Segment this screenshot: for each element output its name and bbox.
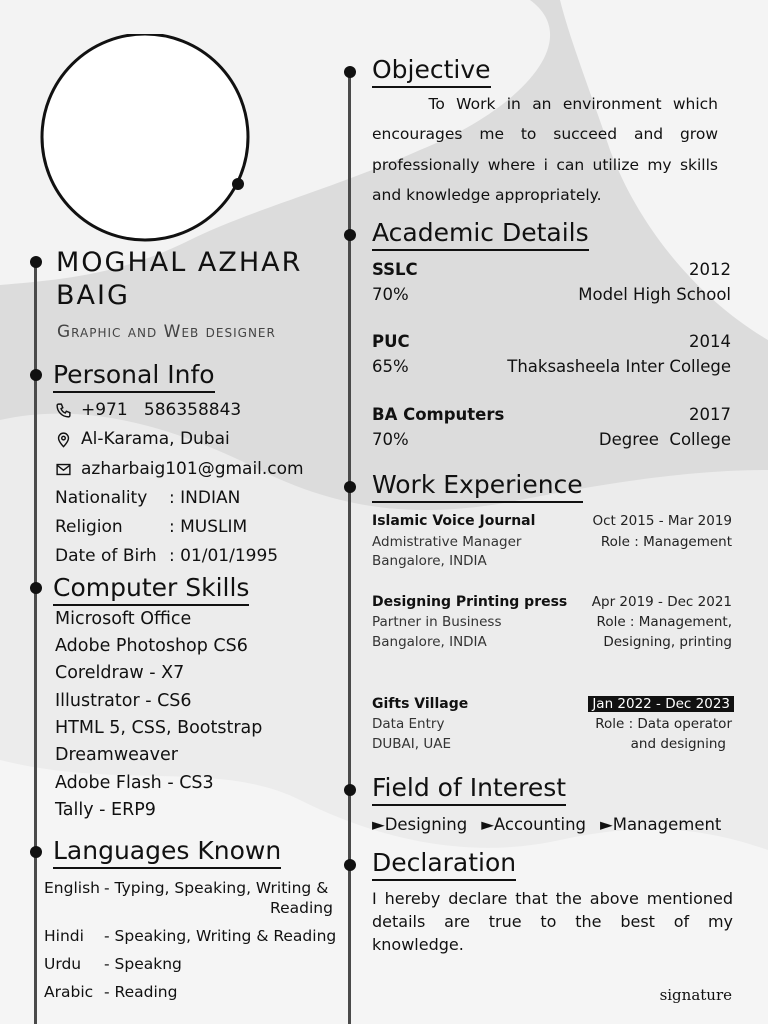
academic-year: 2014 (689, 332, 731, 351)
work-dates: Apr 2019 - Dec 2021 (591, 594, 732, 610)
academic-title: Academic Details (372, 218, 589, 251)
academic-institution: Thaksasheela Inter College (507, 357, 731, 376)
work-role: Designing, printing (603, 634, 732, 650)
academic-degree: SSLC (372, 260, 418, 279)
nationality-row (55, 488, 240, 508)
work-dates: Jan 2022 - Dec 2023 (588, 696, 734, 712)
phone-row (55, 400, 241, 420)
language-detail: - Speaking, Writing & Reading (104, 927, 337, 945)
timeline-dot-work (344, 481, 356, 493)
candidate-role: Graphic and Web designer (57, 322, 276, 342)
skill-item: Dreamweaver (55, 745, 178, 765)
declaration-line: details are true to the best of my knowledge. (372, 912, 733, 954)
interest-item: ►Accounting (481, 815, 587, 834)
language-row-english (44, 879, 328, 897)
dob-row (55, 546, 278, 566)
work-company: Islamic Voice Journal (372, 513, 536, 529)
dob-value: : 01/01/1995 (169, 546, 279, 566)
candidate-name (56, 246, 302, 312)
timeline-dot-objective (344, 66, 356, 78)
interest-list (372, 815, 721, 834)
work-dates: Oct 2015 - Mar 2019 (592, 513, 732, 529)
academic-year: 2017 (689, 405, 731, 424)
skill-item: Adobe Photoshop CS6 (55, 636, 248, 656)
skill-item: Tally - ERP9 (55, 800, 156, 820)
location-row (55, 429, 230, 449)
work-company: Gifts Village (372, 696, 469, 712)
work-role: Role : Management, (596, 614, 732, 630)
academic-score: 70% (372, 430, 409, 449)
phone-number: +971 586358843 (81, 400, 242, 420)
skill-item: Adobe Flash - CS3 (55, 773, 214, 793)
work-dates-badge (588, 696, 734, 712)
timeline-dot-interest (344, 784, 356, 796)
computer-skills-title: Computer Skills (53, 573, 249, 606)
religion-value: : MUSLIM (169, 517, 248, 537)
location-pin-icon (55, 431, 72, 448)
declaration-line: I hereby declare that the above mentioned (372, 889, 733, 908)
work-role: Role : Data operator (595, 716, 732, 732)
profile-photo-frame (34, 34, 258, 248)
work-company: Designing Printing press (372, 594, 568, 610)
academic-score: 70% (372, 285, 409, 304)
work-place: DUBAI, UAE (372, 736, 451, 752)
language-detail: - Reading (104, 983, 178, 1001)
email-text: azharbaig101@gmail.com (81, 459, 304, 479)
timeline-dot-declaration (344, 859, 356, 871)
religion-row (55, 517, 247, 537)
academic-degree: BA Computers (372, 405, 505, 424)
phone-icon (55, 402, 72, 419)
skill-item: Illustrator - CS6 (55, 691, 192, 711)
objective-title: Objective (372, 55, 491, 88)
skill-item: Coreldraw - X7 (55, 663, 185, 683)
language-name: Arabic (44, 983, 94, 1001)
language-detail-continued: Reading (270, 899, 333, 917)
timeline-dot-name (30, 256, 42, 268)
interest-item: ►Management (600, 815, 722, 834)
objective-line: professionally where i can utilize my skills (372, 156, 718, 174)
language-name: English (44, 879, 100, 897)
objective-line: and knowledge appropriately. (372, 186, 602, 204)
work-title: Work Experience (372, 470, 583, 503)
objective-line: encourages me to succeed and grow (372, 125, 718, 143)
religion-label: Religion (55, 517, 123, 537)
timeline-dot-personal-info (30, 369, 42, 381)
interest-title: Field of Interest (372, 773, 566, 806)
language-name: Urdu (44, 955, 82, 973)
language-name: Hindi (44, 927, 84, 945)
signature-label: signature (659, 986, 732, 1004)
skill-item: HTML 5, CSS, Bootstrap (55, 718, 263, 738)
academic-institution: Degree College (598, 430, 731, 449)
declaration-title: Declaration (372, 848, 516, 881)
right-timeline-line (348, 70, 351, 1024)
language-detail: - Speakng (104, 955, 182, 973)
work-place: Bangalore, INDIA (372, 553, 487, 569)
work-position: Partner in Business (372, 614, 502, 630)
language-row-arabic (44, 983, 177, 1001)
language-row-urdu (44, 955, 182, 973)
work-position: Admistrative Manager (372, 534, 522, 550)
work-role: and designing (630, 736, 726, 752)
work-position: Data Entry (372, 716, 445, 732)
language-detail: - Typing, Speaking, Writing & (104, 879, 329, 897)
interest-item: ►Designing (372, 815, 468, 834)
language-row-hindi (44, 927, 336, 945)
work-place: Bangalore, INDIA (372, 634, 487, 650)
email-row (55, 459, 304, 479)
nationality-value: : INDIAN (169, 488, 241, 508)
academic-institution: Model High School (578, 285, 731, 304)
work-role: Role : Management (600, 534, 732, 550)
nationality-label: Nationality (55, 488, 148, 508)
location-text: Al-Karama, Dubai (81, 429, 230, 449)
academic-score: 65% (372, 357, 409, 376)
dob-label: Date of Birh (55, 546, 157, 566)
academic-year: 2012 (689, 260, 731, 279)
timeline-dot-computer-skills (30, 582, 42, 594)
skill-item: Microsoft Office (55, 609, 192, 629)
candidate-name-line2: BAIG (56, 280, 130, 311)
academic-degree: PUC (372, 332, 410, 351)
candidate-name-line1: MOGHAL AZHAR (56, 247, 303, 278)
personal-info-title: Personal Info (53, 360, 215, 393)
timeline-dot-academic (344, 229, 356, 241)
mail-icon (55, 461, 72, 478)
timeline-dot-languages (30, 846, 42, 858)
objective-line: To Work in an environment which (372, 95, 718, 113)
languages-title: Languages Known (53, 836, 281, 869)
